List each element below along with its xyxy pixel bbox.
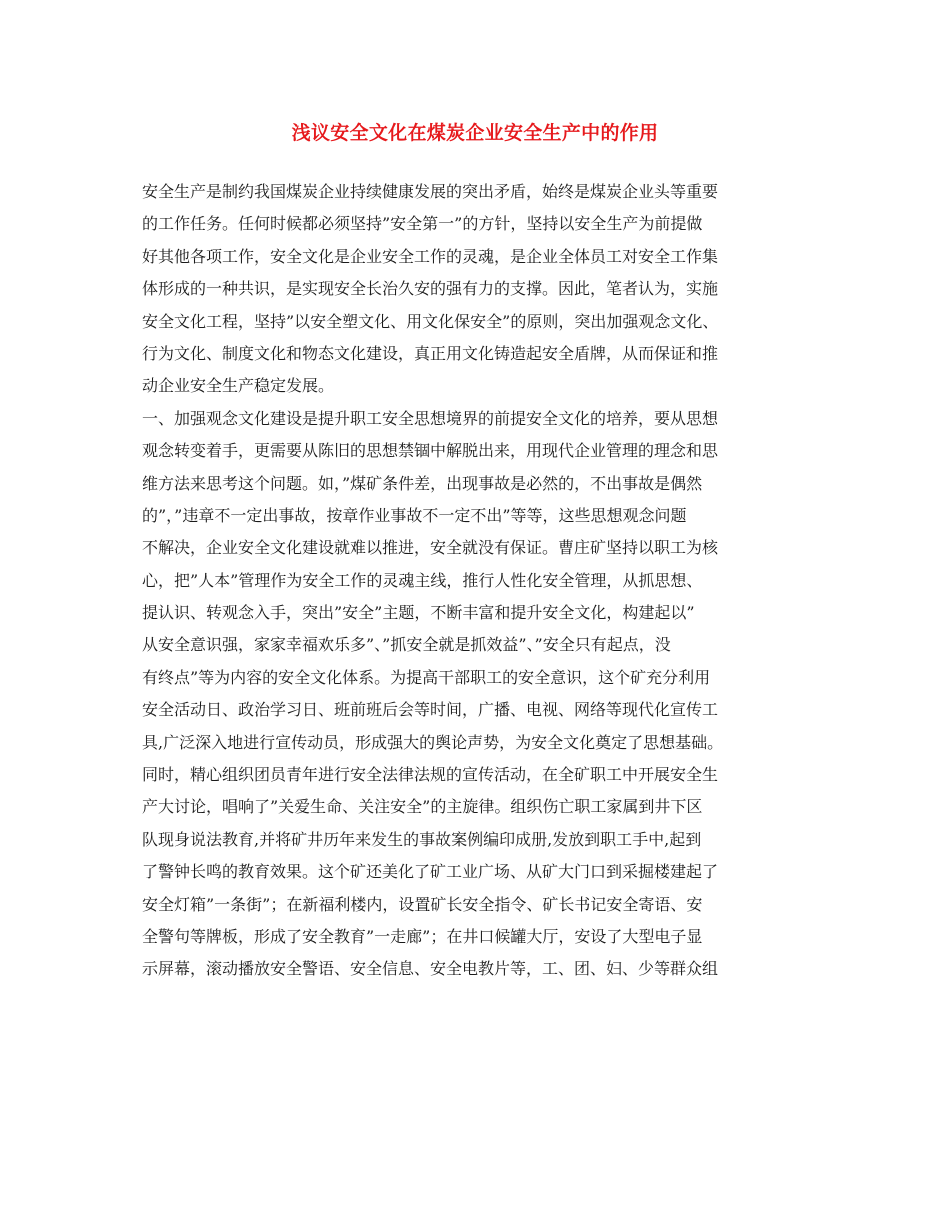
document-body <box>142 176 826 986</box>
document-title: 浅议安全文化在煤炭企业安全生产中的作用 <box>291 122 659 144</box>
body-line: 具,广泛深入地进行宣传动员，形成强大的舆论声势，为安全文化奠定了思想基础。 <box>142 732 724 752</box>
body-line: 提认识、转观念入手，突出”安全”主题，不断丰富和提升安全文化，构建起以” <box>142 603 695 623</box>
body-line: 同时，精心组织团员青年进行安全法律法规的宣传活动，在全矿职工中开展安全生 <box>142 765 719 785</box>
body-line: 好其他各项工作，安全文化是企业安全工作的灵魂，是企业全体员工对安全工作集 <box>142 246 719 266</box>
body-line: 有终点”等为内容的安全文化体系。为提高干部职工的安全意识，这个矿充分利用 <box>142 667 711 687</box>
body-line: 安全生产是制约我国煤炭企业持续健康发展的突出矛盾，始终是煤炭企业头等重要 <box>142 182 719 201</box>
body-line: 安全活动日、政治学习日、班前班后会等时间，广播、电视、网络等现代化宣传工 <box>142 700 719 720</box>
body-line: 安全灯箱”一条街”；在新福利楼内，设置矿长安全指令、矿长书记安全寄语、安 <box>142 894 703 914</box>
body-line: 一、加强观念文化建设是提升职工安全思想境界的前提安全文化的培养，要从思想 <box>142 408 719 428</box>
body-line: 不解决，企业安全文化建设就难以推进，安全就没有保证。曹庄矿坚持以职工为核 <box>142 538 719 558</box>
body-line: 安全文化工程，坚持”以安全塑文化、用文化保安全”的原则，突出加强观念文化、 <box>142 311 719 331</box>
body-line: 体形成的一种共识，是实现安全长治久安的强有力的支撑。因此，笔者认为，实施 <box>142 279 719 299</box>
body-line: 从安全意识强，家家幸福欢乐多”、”抓安全就是抓效益”、”安全只有起点，没 <box>142 635 671 655</box>
body-line: 观念转变着手，更需要从陈旧的思想禁锢中解脱出来，用现代企业管理的理念和思 <box>142 441 719 461</box>
body-line: 心，把”人本”管理作为安全工作的灵魂主线，推行人性化安全管理，从抓思想、 <box>142 570 703 590</box>
body-line: 行为文化、制度文化和物态文化建设，真正用文化铸造起安全盾牌，从而保证和推 <box>142 343 719 363</box>
body-line: 动企业安全生产稳定发展。 <box>142 376 335 396</box>
body-line: 产大讨论，唱响了”关爱生命、关注安全”的主旋律。组织伤亡职工家属到井下区 <box>142 797 703 817</box>
body-line: 的”，”违章不一定出事故，按章作业事故不一定不出”等等，这些思想观念问题 <box>142 505 687 525</box>
body-line: 了警钟长鸣的教育效果。这个矿还美化了矿工业广场、从矿大门口到采掘楼建起了 <box>142 862 719 882</box>
body-line: 队现身说法教育,并将矿井历年来发生的事故案例编印成册,发放到职工手中,起到 <box>142 829 702 849</box>
body-line: 维方法来思考这个问题。如，”煤矿条件差，出现事故是必然的，不出事故是偶然 <box>142 473 703 493</box>
body-line: 的工作任务。任何时候都必须坚持”安全第一”的方针，坚持以安全生产为前提做 <box>142 214 703 234</box>
body-line: 全警句等牌板，形成了安全教育”一走廊”；在井口候罐大厅，安设了大型电子显 <box>142 926 703 946</box>
body-line: 示屏幕，滚动播放安全警语、安全信息、安全电教片等，工、团、妇、少等群众组 <box>142 959 719 979</box>
